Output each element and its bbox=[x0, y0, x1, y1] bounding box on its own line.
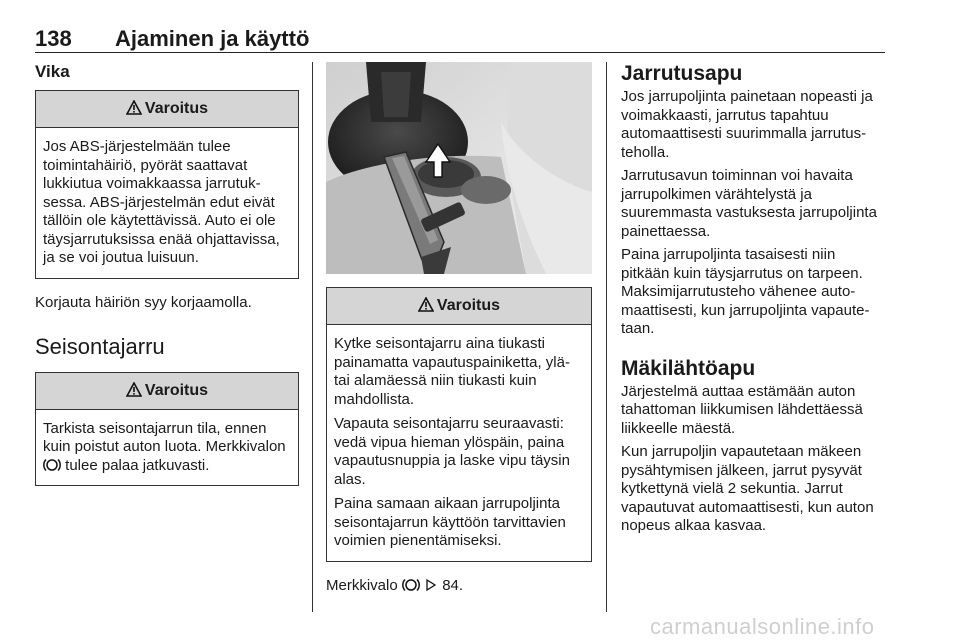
page-header bbox=[35, 26, 885, 53]
warning-label: Varoitus bbox=[144, 381, 209, 399]
warning-label: Varoitus bbox=[436, 297, 501, 314]
column-right bbox=[621, 62, 887, 541]
page-reference-arrow-icon bbox=[426, 579, 436, 591]
paragraph: Järjestelmä auttaa estämään auton tahattoman liikkumisen lähdettäessä liikkeelle mäestä. bbox=[621, 382, 863, 437]
warning-text-before: Tarkista seisontajarrun tila, ennen kuin poistut auton luota. Merkkivalon bbox=[43, 419, 286, 455]
page-number: 138 bbox=[35, 26, 72, 51]
section-title-jarrutusapu: Jarrutusapu bbox=[621, 62, 743, 85]
warning-triangle-icon bbox=[126, 100, 142, 115]
parking-brake-photo bbox=[326, 62, 592, 274]
paragraph: Jos jarrupoljinta painetaan nopeasti ja voimakkaasti, jarrutus tapahtuu automaattisesti suurimmalla jarrutusteholla. bbox=[621, 88, 873, 161]
warning-text: Jos ABS-järjestelmään tulee toimintahäiriö, pyörät saattavat lukkiutua voimakkaassa jarrutuksessa. ABS-järjestelmän edut eivät tällöin ole käytettävissä. Auto ei ole täysjarrutuksissa enää ohjattavissa, ja se voi joutua luisuun. bbox=[43, 138, 280, 266]
reference-label: Merkkivalo bbox=[326, 576, 398, 594]
paragraph: Jarrutusavun toiminnan voi havaita jarrupolkimen värähtelystä ja suuremmasta vastuksesta jarrupoljinta painettaessa. bbox=[621, 167, 877, 240]
reference-line bbox=[326, 576, 592, 595]
warning-label: Varoitus bbox=[144, 100, 209, 117]
warning-paragraph-1: Kytke seisontajarru aina tiukasti painamatta vapautuspainiketta, ylä- tai alamäessä niin tiukasti kuin mahdollista. bbox=[334, 335, 570, 408]
warning-triangle-icon bbox=[418, 297, 434, 312]
reference-page: 84. bbox=[442, 576, 464, 594]
column-middle bbox=[326, 62, 592, 600]
warning-triangle-icon bbox=[126, 382, 142, 397]
warning-header bbox=[36, 91, 298, 128]
brake-warning-icon bbox=[43, 457, 61, 473]
warning-box-abs bbox=[35, 90, 299, 279]
warning-text-after: tulee palaa jatkuvasti. bbox=[65, 456, 210, 474]
watermark: carmanualsonline.info bbox=[650, 614, 875, 639]
warning-paragraph-3: Paina samaan aikaan jarrupoljinta seisontajarrun käyttöön tarvittavien voimien pienentämiseksi. bbox=[334, 495, 566, 549]
warning-box-parking-brake-use bbox=[326, 287, 592, 562]
repair-text: Korjauta häiriön syy korjaamolla. bbox=[35, 293, 252, 311]
section-title-seisontajarru: Seisontajarru bbox=[35, 333, 165, 359]
paragraph: Paina jarrupoljinta tasaisesti niin pitkään kuin täysjarrutus on tarpeen. Maksimijarrutusteho vähenee automaattisesti, kun jarrupoljinta vapautetaan. bbox=[621, 246, 870, 337]
warning-header bbox=[36, 373, 298, 410]
warning-paragraph-2: Vapauta seisontajarru seuraavasti: vedä vipua hieman ylöspäin, paina vapautusnuppia ja laske vipu täysin alas. bbox=[334, 415, 570, 488]
section-title-makilahtoapu: Mäkilähtöapu bbox=[621, 356, 756, 380]
column-divider bbox=[606, 62, 607, 612]
warning-text bbox=[43, 420, 291, 476]
page-title: Ajaminen ja käyttö bbox=[115, 26, 310, 51]
warning-box-parking-brake bbox=[35, 372, 299, 487]
paragraph: Kun jarrupoljin vapautetaan mäkeen pysähtymisen jälkeen, jarrut pysyvät kytkettynä vielä 2 sekuntia. Jarrut vapautuvat automaattisesti, kun auton nopeus alkaa kasvaa. bbox=[621, 443, 874, 534]
section-heading-vika: Vika bbox=[35, 62, 70, 81]
warning-header bbox=[327, 288, 591, 325]
column-left bbox=[35, 62, 299, 486]
parking-brake-illustration bbox=[326, 62, 592, 274]
brake-warning-icon bbox=[402, 577, 420, 593]
column-divider bbox=[312, 62, 313, 612]
